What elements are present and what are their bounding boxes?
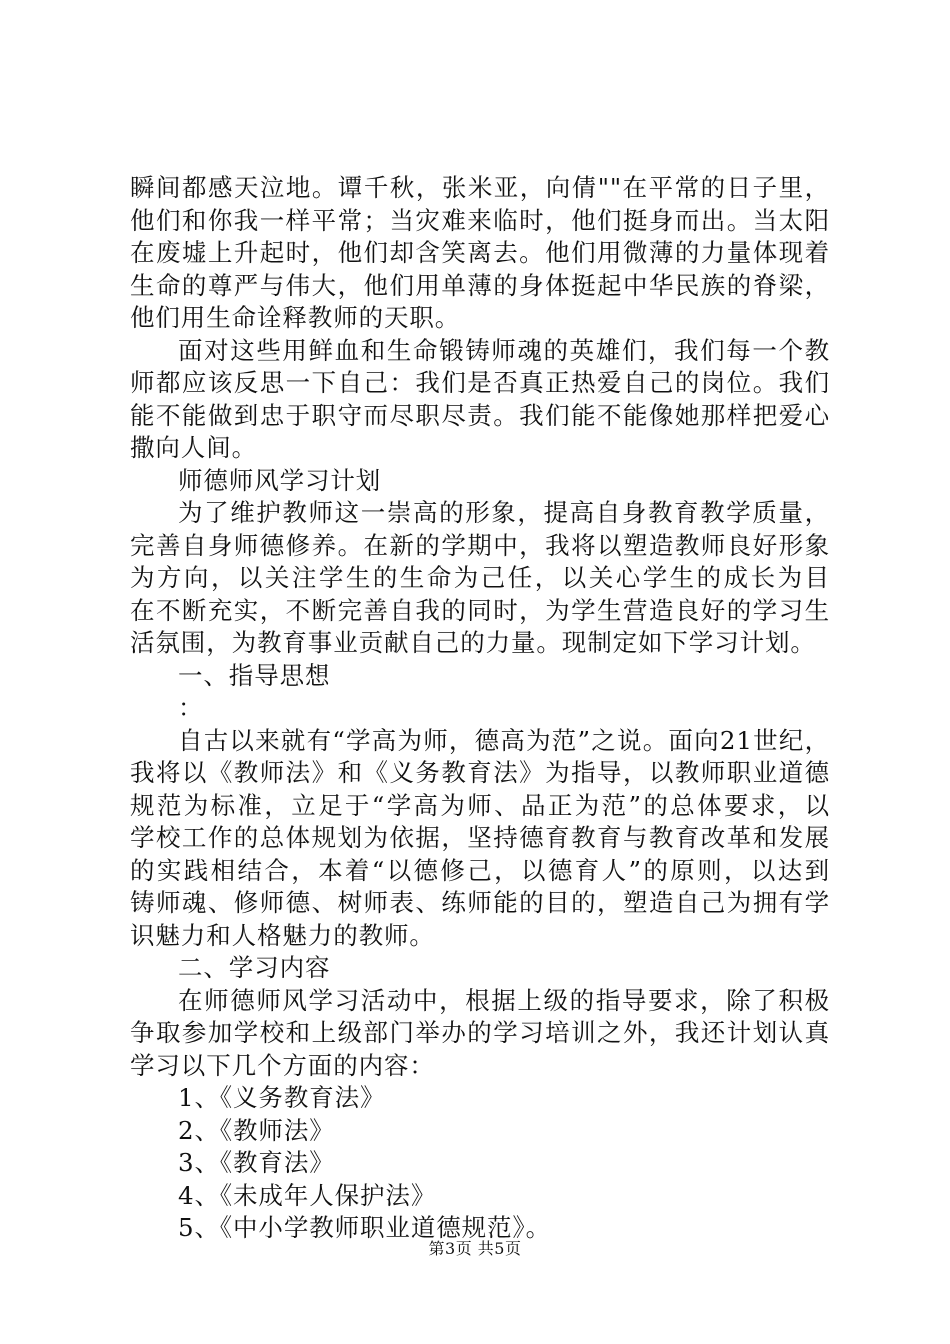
text-line: 二、学习内容 (178, 953, 331, 982)
text-line: 在废墟上升起时，他们却含笑离去。他们用微薄的力量体现着 (130, 238, 830, 267)
text-line: 规范为标准，立足于“学高为师、品正为范”的总体要求，以 (130, 790, 830, 820)
page-footer: 第3页 共5页 (428, 1239, 522, 1258)
text-line: 3、《教育法》 (178, 1148, 335, 1177)
text-line: 师都应该反思一下自己：我们是否真正热爱自己的岗位。我们 (130, 368, 830, 397)
document-body (130, 172, 830, 1245)
text-line: 瞬间都感天泣地。谭千秋，张米亚，向倩""在平常的日子里， (130, 173, 830, 202)
text-line: 一、指导思想 (178, 660, 331, 690)
text-line: 他们用生命诠释教师的天职。 (130, 303, 461, 332)
text-line: 我将以《教师法》和《义务教育法》为指导，以教师职业道德 (130, 758, 830, 787)
text-line: 的实践相结合，本着“以德修己，以德育人”的原则，以达到 (130, 855, 830, 885)
text-line: 为方向，以关注学生的生命为己任，以关心学生的成长为目 (130, 563, 830, 592)
text-line: 撒向人间。 (130, 433, 257, 462)
text-line: 完善自身师德修养。在新的学期中，我将以塑造教师良好形象 (130, 530, 830, 560)
text-line: 1、《义务教育法》 (178, 1083, 386, 1112)
text-line: ： (178, 693, 204, 722)
text-line: 铸师魂、修师德、树师表、练师能的目的，塑造自己为拥有学 (130, 888, 830, 917)
text-line: 他们和你我一样平常；当灾难来临时，他们挺身而出。当太阳 (130, 205, 830, 235)
text-line: 学习以下几个方面的内容： (130, 1050, 435, 1080)
text-line: 争取参加学校和上级部门举办的学习培训之外，我还计划认真 (130, 1018, 830, 1047)
text-line: 5、《中小学教师职业道德规范》。 (178, 1213, 551, 1242)
text-line: 能不能做到忠于职守而尽职尽责。我们能不能像她那样把爱心 (130, 400, 830, 430)
text-line: 识魅力和人格魅力的教师。 (130, 920, 435, 950)
text-line: 在师德师风学习活动中，根据上级的指导要求，除了积极 (178, 985, 830, 1015)
text-line: 4、《未成年人保护法》 (178, 1180, 437, 1210)
text-line: 为了维护教师这一崇高的形象，提高自身教育教学质量， (178, 498, 830, 527)
text-line: 学校工作的总体规划为依据，坚持德育教育与教育改革和发展 (130, 823, 830, 852)
text-line: 生命的尊严与伟大，他们用单薄的身体挺起中华民族的脊梁， (130, 270, 830, 300)
text-line: 师德师风学习计划 (178, 465, 382, 495)
text-line: 在不断充实，不断完善自我的同时，为学生营造良好的学习生 (130, 595, 830, 625)
text-line: 面对这些用鲜血和生命锻铸师魂的英雄们，我们每一个教 (178, 335, 830, 365)
text-line: 活氛围，为教育事业贡献自己的力量。现制定如下学习计划。 (130, 628, 816, 657)
text-line: 2、《教师法》 (178, 1115, 335, 1145)
text-line: 自古以来就有“学高为师，德高为范”之说。面向21世纪， (178, 725, 830, 755)
